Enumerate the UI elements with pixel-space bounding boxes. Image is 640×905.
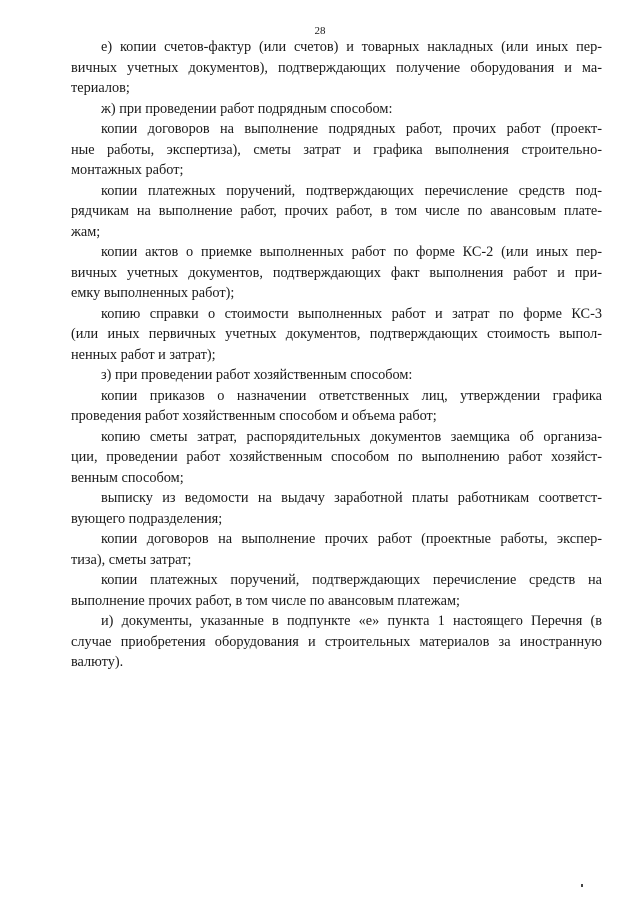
- text-line: ные работы, экспертиза), сметы затрат и графика выполнения строительно-: [71, 141, 602, 158]
- text-line: случае приобретения оборудования и строительных материалов за иностранную: [71, 633, 602, 650]
- paragraph-zh: [71, 99, 602, 120]
- text-line: копии платежных поручений, подтверждающих перечисление средств под-: [101, 182, 602, 199]
- paragraph-other-payments: [71, 570, 602, 611]
- text-line: (или иных первичных учетных документов, подтверждающих стоимость выпол-: [71, 326, 602, 342]
- text-line: венным способом;: [71, 469, 184, 486]
- paragraph-payment-orders: [71, 181, 602, 243]
- text-line: копии приказов о назначении ответственных лиц, утверждении графика: [101, 387, 602, 404]
- text-line: выполнение прочих работ, в том числе по авансовым платежам;: [71, 592, 460, 609]
- paragraph-ks3-certificate: [71, 304, 602, 366]
- paragraph-payroll-extract: [71, 488, 602, 529]
- text-line: копии договоров на выполнение прочих работ (проектные работы, экспер-: [101, 531, 602, 547]
- text-line: и) документы, указанные в подпункте «е» пункта 1 настоящего Перечня (в: [101, 613, 602, 629]
- text-line: вующего подразделения;: [71, 510, 223, 527]
- text-line: рядчикам на выполнение работ, прочих работ, в том числе по авансовым плате-: [71, 203, 602, 219]
- scan-mark: [581, 884, 583, 887]
- text-line: копии актов о приемке выполненных работ по форме КС-2 (или иных пер-: [101, 244, 602, 260]
- paragraph-cost-estimate: [71, 427, 602, 489]
- text-line: копию справки о стоимости выполненных работ и затрат по форме КС-3: [101, 305, 602, 322]
- text-line: териалов;: [71, 80, 130, 96]
- paragraph-e: [71, 37, 602, 99]
- text-line: ции, проведении работ хозяйственным способом по выполнению работ хозяйст-: [71, 449, 602, 465]
- text-line: вичных учетных документов), подтверждающих получение оборудования и ма-: [71, 59, 602, 76]
- text-line: з) при проведении работ хозяйственным способом:: [101, 367, 413, 383]
- paragraph-i: [71, 611, 602, 673]
- paragraph-other-contracts: [71, 529, 602, 570]
- text-line: монтажных работ;: [71, 162, 184, 178]
- document-body: [71, 37, 602, 673]
- text-line: жам;: [71, 223, 101, 240]
- text-line: ж) при проведении работ подрядным способом:: [101, 100, 393, 117]
- text-line: копии договоров на выполнение подрядных работ, прочих работ (проект-: [101, 121, 602, 137]
- paragraph-ks2-acts: [71, 242, 602, 304]
- text-line: вичных учетных документов, подтверждающих факт выполнения работ и при-: [71, 264, 602, 281]
- page-number: 28: [314, 25, 326, 37]
- text-line: копии платежных поручений, подтверждающих перечисление средств на: [101, 572, 602, 588]
- text-line: тиза), сметы затрат;: [71, 551, 192, 568]
- text-line: емку выполненных работ);: [71, 285, 235, 301]
- text-line: е) копии счетов-фактур (или счетов) и товарных накладных (или иных пер-: [101, 39, 602, 55]
- paragraph-orders-copies: [71, 386, 602, 427]
- text-line: копию сметы затрат, распорядительных документов заемщика об организа-: [101, 428, 602, 445]
- text-line: валюту).: [71, 654, 124, 670]
- text-line: проведения работ хозяйственным способом и объема работ;: [71, 408, 437, 424]
- text-line: ненных работ и затрат);: [71, 346, 216, 363]
- text-line: выписку из ведомости на выдачу заработной платы работникам соответст-: [101, 490, 602, 506]
- paragraph-contract-copies: [71, 119, 602, 181]
- paragraph-z: [71, 365, 602, 386]
